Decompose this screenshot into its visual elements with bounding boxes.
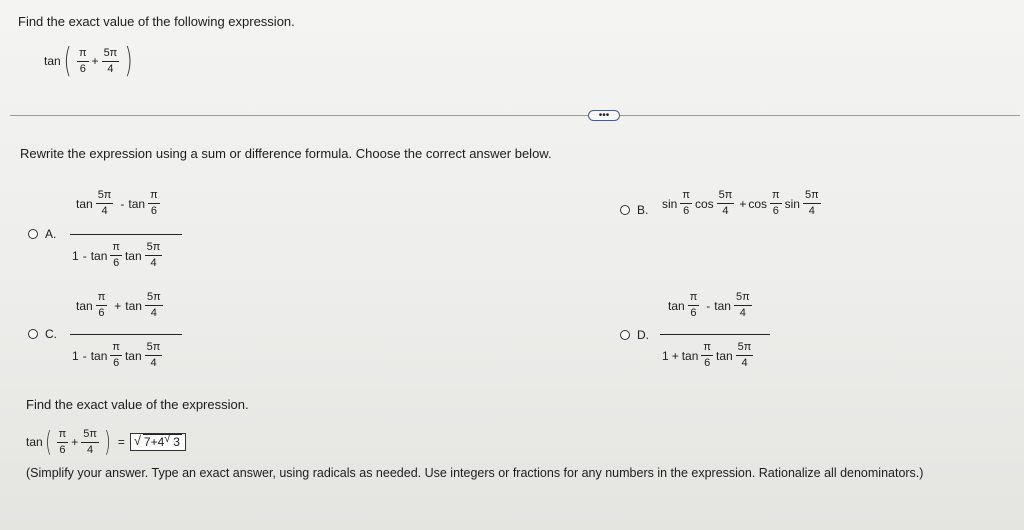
right-paren: )	[124, 41, 133, 81]
answer-instructions: (Simplify your answer. Type an exact answer, using radicals as needed. Use integers or fractions for any numbers in the expression. Rationalize all denominators.)	[26, 466, 924, 480]
option-d-denominator: 1 + tan $\frac{\pi}{6}$ tan $\frac{5\pi}{4}$	[662, 341, 752, 369]
option-c-letter: C.	[45, 327, 57, 341]
question-expression	[44, 41, 136, 81]
option-d-radio[interactable]	[620, 330, 630, 340]
answer-sqrt: √ 7+4 √ 3	[133, 433, 180, 449]
left-paren: (	[63, 41, 72, 81]
expr-fn: tan	[44, 54, 61, 68]
option-a-denominator: 1 - tan $\frac{\pi}{6}$ tan $\frac{5\pi}{4}$	[72, 241, 161, 269]
option-c-numerator: tan $\frac{\pi}{6}$ + tan $\frac{5\pi}{4}$	[76, 291, 161, 319]
left-paren: (	[44, 425, 52, 458]
option-b-letter: B.	[637, 203, 649, 217]
right-paren: )	[104, 425, 111, 458]
more-button[interactable]: •••	[588, 110, 620, 121]
expr-frac-a: $\frac{\pi}{6}$	[78, 46, 87, 75]
equals-sign: =	[117, 435, 125, 449]
answer-input[interactable]	[130, 433, 186, 451]
expr-frac-b: $\frac{5\pi}{4}$	[103, 46, 118, 75]
section-divider	[10, 115, 1020, 116]
option-b-radio[interactable]	[620, 205, 630, 215]
question-prompt: Find the exact value of the following expression.	[18, 14, 295, 29]
option-a-radio[interactable]	[28, 229, 38, 239]
option-b-expression: sin $\frac{\pi}{6}$ cos $\frac{5\pi}{4}$ + cos $\frac{\pi}{6}$ sin $\frac{5\pi}{4}$	[662, 189, 819, 217]
option-a-letter: A.	[45, 227, 57, 241]
option-c-bar	[70, 334, 182, 335]
part1-prompt: Rewrite the expression using a sum or difference formula. Choose the correct answer below.	[20, 146, 552, 161]
option-c-denominator: 1 - tan $\frac{\pi}{6}$ tan $\frac{5\pi}{4}$	[72, 341, 161, 369]
option-a-bar	[70, 234, 182, 235]
part2-expression: tan ( $\frac{\pi}{6}$ + $\frac{5\pi}{4}$ ) = √ 7+4 √ 3	[26, 428, 186, 456]
option-c-radio[interactable]	[28, 329, 38, 339]
option-d-letter: D.	[637, 328, 649, 342]
option-d-numerator: tan $\frac{\pi}{6}$ - tan $\frac{5\pi}{4}$	[668, 291, 750, 319]
option-d-bar	[660, 334, 770, 335]
option-a-numerator: tan $\frac{5\pi}{4}$ - tan $\frac{\pi}{6}$	[76, 189, 158, 217]
part2-prompt: Find the exact value of the expression.	[26, 397, 249, 412]
expr-op: +	[91, 54, 99, 68]
